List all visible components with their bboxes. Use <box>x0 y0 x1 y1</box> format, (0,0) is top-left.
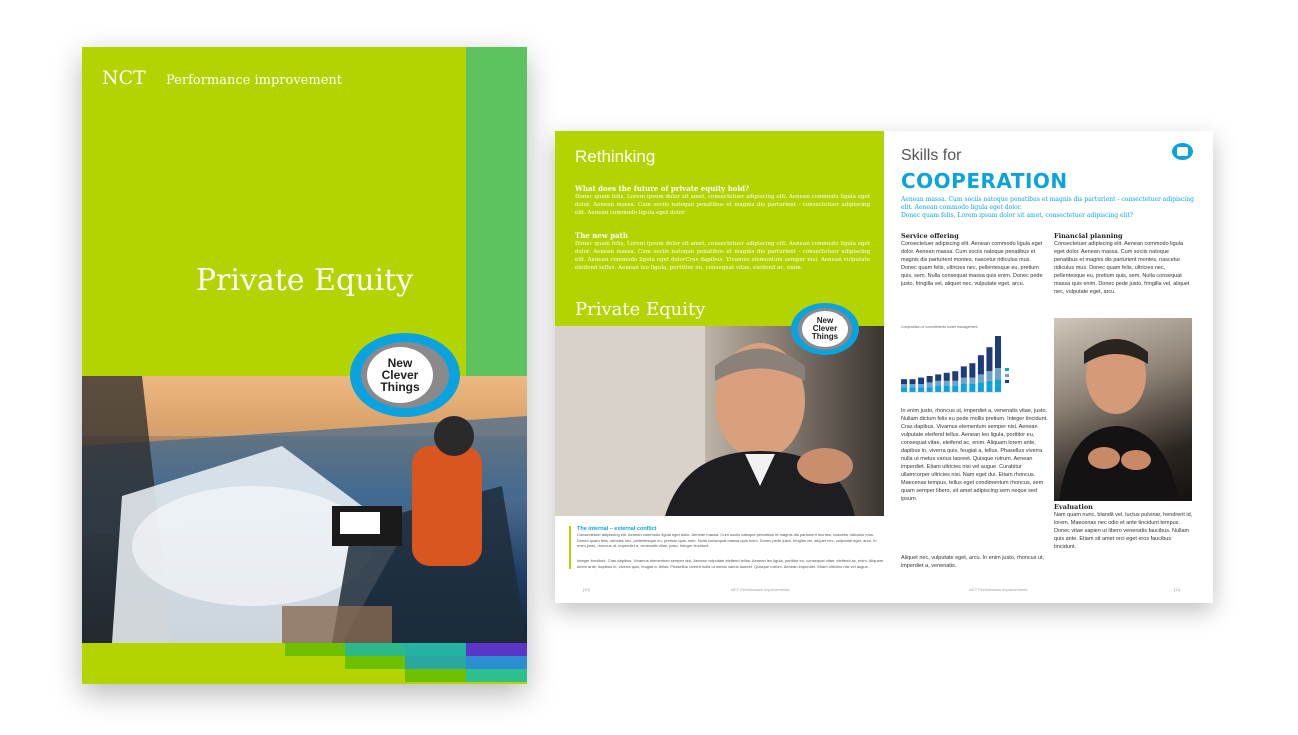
spread-logo <box>791 303 859 355</box>
col1-body: In enim justo, rhoncus ut, imperdiet a, venenatis vitae, justo. Nullam dictum felis eu pede mollis pretium. Integer tincidunt. Cras dapibus. Vivamus elementum semper nisi. Aenean vulputate eleifend tellus. Aenean leo ligula, porttitor eu, consequat vitae, eleifend ac, enim. Aliquam lorem ante, dapibus in, viverra quis, feugiat a, tellus. Phasellus viverra nulla ut metus varius laoreet. Quisque rutrum. Aenean imperdiet. Etiam ultricies nisi vel augue. Curabitur ullamcorper ultricies nisi. Nam eget dui. Etiam rhoncus. Maecenas tempus, tellus eget condimentum rhoncus, sem quam semper libero, sit amet adipiscing sem neque sed ipsum. <box>901 408 1048 502</box>
chart-bar-segment <box>969 384 975 392</box>
left-paragraph-1: Donec quam felis, Lorem ipsum dolor sit amet, consectetuer adipiscing elit. Aenean commodo ligula eget dolor. Aenean massa. Cum sociis natoque penatibus et magnis dis parturient - consectetuer adipiscing elit. Aenean commodo ligula eget dolor <box>575 194 870 216</box>
cover-subtitle: Performance improvement <box>166 73 342 88</box>
right-portrait-photo <box>1054 318 1192 501</box>
chart-bar-segment <box>910 379 916 384</box>
chart-bar-segment <box>961 366 967 377</box>
chart-bar-segment <box>961 378 967 384</box>
chart-bar-segment <box>995 368 1001 379</box>
cover-photo <box>82 376 527 643</box>
chart-caption: Composition of commitments under management <box>901 325 978 329</box>
chart-bar-segment <box>918 384 924 387</box>
cover-tile <box>345 643 405 656</box>
chart-bar-segment <box>952 386 958 392</box>
col2-heading: Financial planning <box>1054 232 1123 240</box>
col1-heading: Service offering <box>901 232 959 240</box>
right-heading-cooperation: COOPERATION <box>901 169 1068 193</box>
spread-logo-inner <box>802 311 848 347</box>
cover-page <box>82 47 527 684</box>
cover-title: Private Equity <box>195 263 414 298</box>
logo-line: Things <box>380 380 420 394</box>
cover-tile <box>345 656 405 669</box>
chart-bar-segment <box>944 373 950 381</box>
left-paragraph-2: Donec quam felis, Lorem ipsum dolor sit amet, consectetuer adipiscing elit. Aenean commodo ligula eget dolor. Aenean massa. Cum sociis natoque penatibus et magnis dis parturient - consectetuer adipiscing elit. Aenean commodo ligula eget dolorCras dapibus. Vivamus elementum semper nisi. Aenean vulputate eleifend tellus. Aenean leo ligula, porttitor eu, consequat vitae, eleifend ac, enim. <box>575 241 870 271</box>
chart-bar-segment <box>969 378 975 384</box>
chart-bar-segment <box>910 387 916 392</box>
evaluation-text: Nam quam nunc, blandit vel, luctus pulvinar, hendrerit id, lorem. Maecenas nec odio et ante tincidunt tempus. Donec vitae sapien ut libero venenatis faucibus. Nullam quis ante. Etiam sit amet orci eget eros faucibus tincidunt. <box>1054 512 1193 550</box>
col1-text: Consectetuer adipiscing elit. Aenean commodo ligula eget dolor. Aenean massa. Cum sociis natoque penatibus et magnis dis parturient montes, nascetur ridiculus mus. Donec quam felis, ultricies nec, pellentesque eu, pretium quis, sem. Nulla consequat massa quis enim. Donec pede justo, fringilla vel, aliquet nec, vulputate eget, arcu. <box>901 241 1043 287</box>
right-page-number: [11] <box>1174 587 1181 592</box>
chart-bar-segment <box>986 347 992 371</box>
chart-bar-segment <box>952 371 958 381</box>
cover-brand: NCT <box>102 67 146 89</box>
left-page <box>555 131 884 603</box>
chart-bar-segment <box>995 336 1001 368</box>
brochure-spread <box>555 131 1213 603</box>
cover-logo <box>350 333 460 417</box>
right-intro <box>901 196 1196 220</box>
chart-bar-segment <box>944 381 950 386</box>
cover-tile <box>405 669 466 682</box>
chart-bar-segment <box>935 386 941 392</box>
chart-legend-swatch <box>1005 374 1009 377</box>
stacked-bar-chart <box>901 332 1051 400</box>
logo-line: New <box>816 316 834 325</box>
logo-line: New <box>387 356 413 370</box>
chart-bar-segment <box>986 371 992 381</box>
chart-bar-segment <box>986 381 992 392</box>
logo-line: Clever <box>381 368 419 382</box>
chart-bar-segment <box>952 381 958 386</box>
chart-bar-segment <box>944 386 950 392</box>
document-icon-glyph <box>1177 147 1188 156</box>
chart-legend-swatch <box>1005 368 1009 371</box>
cover-tile <box>405 656 466 669</box>
left-subtitle: Private Equity <box>575 299 706 320</box>
left-new-path-heading: The new path <box>575 231 628 240</box>
left-heading: Rethinking <box>575 147 656 166</box>
chart-bar-segment <box>978 374 984 382</box>
logo-line: Things <box>811 332 839 341</box>
cover-tile <box>405 643 466 656</box>
cover-logo-text <box>380 357 419 393</box>
portrait-illustration <box>555 326 884 516</box>
spread-logo-text <box>812 317 838 341</box>
chart-bar-segment <box>901 379 907 384</box>
chart-legend-swatch <box>1005 380 1009 383</box>
right-page <box>884 131 1213 603</box>
chart-bar-segment <box>918 378 924 384</box>
col1-end: Aliquet nec, vulputate eget, arcu. In enim justo, rhoncus ut, imperdiet a, venenatis. <box>901 555 1045 569</box>
portrait-illustration <box>1054 318 1192 501</box>
chart-bar-segment <box>978 355 984 374</box>
left-footer: NCT Performance improvements <box>731 587 790 592</box>
callout-box <box>569 526 885 569</box>
left-page-number: [10] <box>583 587 590 592</box>
chart-bar-segment <box>935 381 941 386</box>
right-footer: NCT Performance improvements <box>969 587 1028 592</box>
chart-bar-segment <box>901 387 907 392</box>
chart-bar-segment <box>995 379 1001 392</box>
logo-line: Clever <box>812 324 838 333</box>
chart-bar-segment <box>935 374 941 380</box>
callout-body-2: Integer tincidunt. Cras dapibus. Vivamus elementum semper nisi. Aenean vulputate eleifend tellus. Aenean leo ligula, porttitor eu, consequat vitae, eleifend ac, enim. Aliquam lorem ante, dapibus in, viverra quis, feugiat a, tellus. Phasellus viverra nulla ut metus varius laoreet. Quisque rutrum. Aenean imperdiet. Etiam ultricies nisi vel augue. <box>577 558 884 569</box>
chart-bar-segment <box>927 387 933 392</box>
chart-bar-segment <box>978 382 984 392</box>
left-question: What does the future of private equity hold? <box>575 184 750 193</box>
chart-bar-segment <box>910 384 916 387</box>
chart-bar-segment <box>927 376 933 382</box>
right-intro-2: Donec quam felis, Lorem ipsum dolor sit amet, consectetuer adipiscing elit? <box>901 212 1133 219</box>
cover-tile <box>466 656 527 669</box>
chart-bar-segment <box>969 363 975 377</box>
right-intro-1: Aenean massa. Cum sociis natoque penatibus et magnis dis parturient - consectetuer adipiscing elit. Aenean commodo ligula eget dolor. <box>901 196 1194 211</box>
callout-heading: The internal – external conflict <box>577 526 657 532</box>
chart-bar-segment <box>918 387 924 392</box>
cover-tile <box>466 643 527 656</box>
cover-logo-inner <box>367 347 433 403</box>
cover-tile <box>285 643 345 656</box>
cover-tile <box>466 669 527 682</box>
sailing-scene-illustration <box>82 376 527 643</box>
evaluation-heading: Evaluation <box>1054 503 1093 511</box>
col2-text: Consectetuer adipiscing elit. Aenean commodo ligula eget dolor. Aenean massa. Cum sociis natoque penatibus et magnis dis parturient montes, nascetur ridiculus mus. Donec quam felis, ultricies nec, pellentesque eu, pretium quis, sem. Nulla consequat massa quis enim. Donec pede justo, fringilla vel, aliquet nec, vulputate eget, arcu. <box>1054 241 1190 295</box>
callout-body-1: Consectetuer adipiscing elit. Aenean commodo ligula eget dolor. Aenean massa. Cum sociis natoque penatibus et magnis dis parturient montes, nascetur ridiculus mus. Donec quam felis, ultricies nec, pellentesque eu, pretium quis, sem. Nulla consequat massa quis enim. Donec pede justo, fringilla vel, aliquet nec, vulputate eget, arcu. In enim justo, rhoncus ut, imperdiet a, venenatis vitae, justo. Integer tincidunt. <box>577 532 877 548</box>
chart-bar-segment <box>927 382 933 387</box>
chart-bar-segment <box>901 384 907 387</box>
left-portrait-photo <box>555 326 884 516</box>
chart-bar-segment <box>961 384 967 392</box>
right-heading-skills: Skills for <box>901 147 962 164</box>
